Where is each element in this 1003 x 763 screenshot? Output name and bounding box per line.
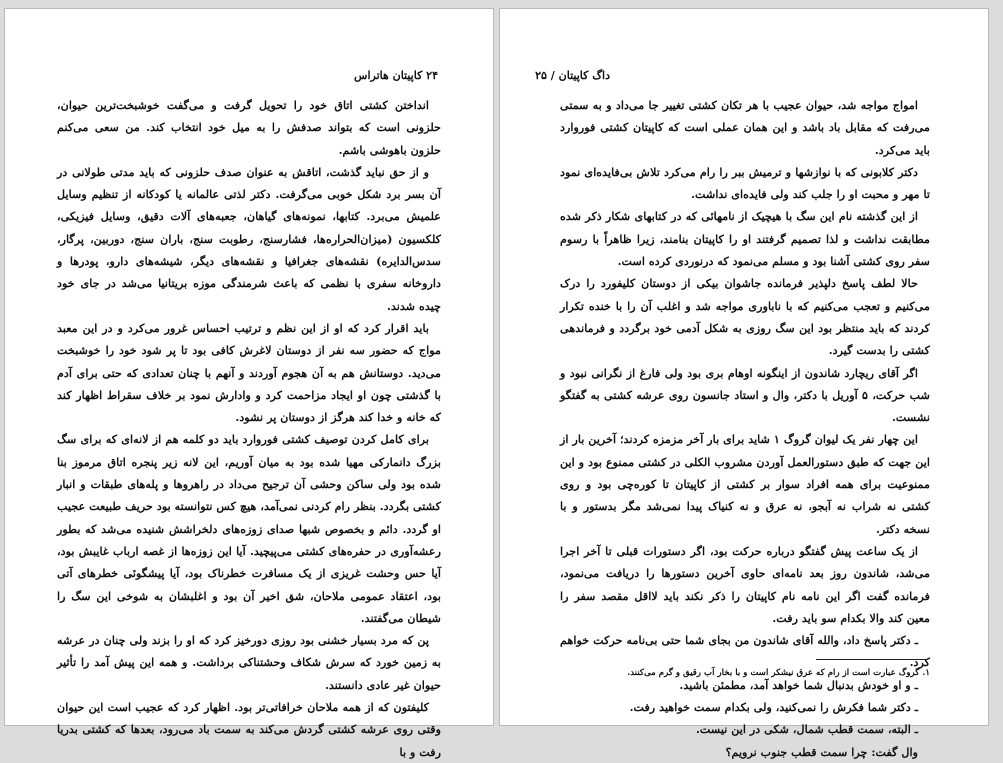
right-paragraph-6: این چهار نفر یک لیوان گروگ ۱ شاید برای بار آخر مزمزه کردند؛ آخرین بار از این جهت که طبق دستورالعمل آوردن مشروب الکلی در کشتی ممنوع بود و این ممنوعیت برای همه افراد سوار بر کشتی از کاپیتان تا کوره‌چی بود و روی کشتی نه شراب نه آبجو، نه عرق و نه کنیاک پیدا نمی‌شد مگر بدستور و با نسخه دکتر. — [560, 432, 930, 536]
left-paragraph-2: و از حق نباید گذشت، اتاقش به عنوان صدف حلزونی که باید مدتی طولانی در آن بسر برد شکل خوبی می‌گرفت. دکتر لذتی عالمانه یا کودکانه از تنظیم وسایل علمیش می‌برد. کتابها، نمونه‌های گیاهان، جعبه‌های آلات دقیق، وسایل فیزیکی، کلکسیون (میزان‌الحراره‌ها، فشارسنج، رطوبت سنج، باران سنج، دوربین، پرگار، سدس‌الدایره) نقشه‌های جغرافیا و نقشه‌های دیگر، شیشه‌های دارو، پودرها و داروخانه سفری با نظمی که باعث شرمندگی موزه بریتانیا می‌شد در جای خود چیده شدند. — [57, 164, 441, 313]
right-dialogue-2: ـ و او خودش بدنبال شما خواهد آمد، مطمئن باشید. — [679, 677, 918, 692]
left-page-header: ۲۴ کاپیتان هاتراس — [354, 69, 438, 82]
footnote: ۱. گروگ عبارت است از رام که عرق نیشکر است و با بخار آب رقیق و گرم می‌کنند. — [627, 668, 930, 678]
right-page-body — [560, 94, 930, 763]
left-page — [4, 8, 494, 759]
right-paragraph-5: اگر آقای ریچارد شاندون از اینگونه اوهام بری بود ولی فارغ از نگرانی نبود و شب حرکت، ۵ آوریل با دکتر، وال و استاد جانسون روی عرشه کشتی به گفتگو نشست. — [560, 365, 930, 425]
left-paragraph-3: باید اقرار کرد که او از این نظم و ترتیب احساس غرور می‌کرد و در این معبد مواج که حضور سه نفر از دوستان لاغرش کافی بود تا پر شود خود را خوشبخت می‌دید. دوستانش هم به آن هجوم آوردند و آنهم با چنان تعدادی که حتی برای آدم با گذشتی چون او ایجاد مزاحمت کرد و وادارش نمود بر خلاف سقراط اظهار کند که خانه و خدا کند هرگز از دوستان پر نشود. — [57, 320, 441, 425]
right-dialogue-5: وال گفت: چرا سمت قطب جنوب نرویم؟ — [725, 744, 918, 759]
footnote-divider — [816, 659, 928, 660]
right-paragraph-3: از این گذشته نام این سگ با هیچیک از نامهائی که در کتابهای شکار ذکر شده مطابقت نداشت و لذا تصمیم گرفتند او را کاپیتان بنامند، زیرا ظاهراً با رسوم سفر روی کشتی آشنا بود و مسلم می‌نمود که درنوردی کرده است. — [560, 209, 930, 269]
right-page-header: داگ کاپیتان / ۲۵ — [535, 69, 610, 82]
right-dialogue-3: ـ دکتر شما فکرش را نمی‌کنید، ولی بکدام سمت خواهید رفت. — [629, 700, 918, 715]
right-dialogue-4: ـ البته، سمت قطب شمال، شکی در این نیست. — [696, 722, 918, 737]
left-paragraph-1: انداختن کشتی اتاق خود را تحویل گرفت و می‌گفت خوشبخت‌ترین حیوان، حلزونی است که بتواند صدفش را به میل خود انتخاب کند. من سعی می‌کنم حلزون باهوشی باشم. — [57, 98, 441, 157]
left-paragraph-6: کلیفتون که از همه ملاحان خرافاتی‌تر بود. اظهار کرد که عجیب است این حیوان وقتی روی عرشه کشتی گردش می‌کند به سمت باد می‌رود، بعدها که کشتی بدریا رفت و با — [57, 700, 441, 759]
right-paragraph-2: دکتر کلابونی که با نوازشها و ترمیش ببر را رام می‌کرد تلاش بی‌فایده‌ای نمود تا مهر و محبت او را جلب کند ولی فایده‌ای نداشت. — [560, 164, 930, 202]
right-dialogue-1: ـ دکتر پاسخ داد، والله آقای شاندون من بجای شما حتی بی‌نامه حرکت خواهم کرد. — [560, 633, 930, 670]
left-page-body — [57, 94, 441, 763]
right-paragraph-7: از یک ساعت پیش گفتگو درباره حرکت بود، اگر دستورات قبلی تا آخر اجرا می‌شد، شاندون روز بعد نامه‌ای حاوی آخرین دستورها را دریافت می‌نمود، فرمانده گفت اگر این نامه نام کاپیتان را ذکر نکند باید لااقل مقصد سفر را معین کند والا بکدام سو باید رفت. — [560, 543, 930, 625]
right-paragraph-4: حالا لطف پاسخ دلپذیر فرمانده جاشوان بیکی از دوستان کلیفورد را درک می‌کنیم و تعجب می‌کنیم که با ناباوری مواجه شد و اغلب آن را با خنده تکرار کردند که باید منتظر بود این سگ روزی به شکل آدمی خود برگردد و فرماندهی کشتی را بدست گیرد. — [560, 276, 930, 358]
right-paragraph-1: امواج مواجه شد، حیوان عجیب با هر تکان کشتی تغییر جا می‌داد و به سمتی می‌رفت که مقابل باد باشد و این همان عملی است که کاپیتان کشتی فوروارد باید می‌کرد. — [560, 98, 930, 157]
left-paragraph-4: برای کامل کردن توصیف کشتی فوروارد باید دو کلمه هم از لانه‌ای که برای سگ بزرگ دانمارکی مهیا شده بود به میان آوریم، این لانه زیر پنجره اتاق مرموز بنا شده بود ولی ساکن وحشی آن ترجیح می‌داد در راهروها و پله‌های طبقات و انبار کشتی بگردد. بنظر رام کردنی نمی‌آمد، هیچ کس نتوانسته بود حریف طبیعت عجیب او گردد. دائم و بخصوص شبها صدای زوزه‌های دلخراشش شنیده می‌شد که بطور رعشه‌آوری در حفره‌های کشتی می‌پیچید. آیا این زوزه‌ها از غصه ارباب غایبش بود، آیا حس وحشت غریزی از یک مسافرت خطرناک بود، آیا پیشگوئی خطرهای آتی بود، اعتقاد عمومی ملاحان، شق اخیر آن بود و اغلبشان به شوخی این سگ را شیطان می‌گفتند. — [57, 432, 441, 625]
right-page — [499, 8, 989, 759]
left-paragraph-5: پن که مرد بسیار خشنی بود روزی دورخیز کرد که او را بزند ولی چنان در عرشه به زمین خورد که سرش شکاف وحشتناکی برداشت. و همه این پیش آمد را تأثیر حیوان غیر عادی دانستند. — [57, 633, 441, 692]
